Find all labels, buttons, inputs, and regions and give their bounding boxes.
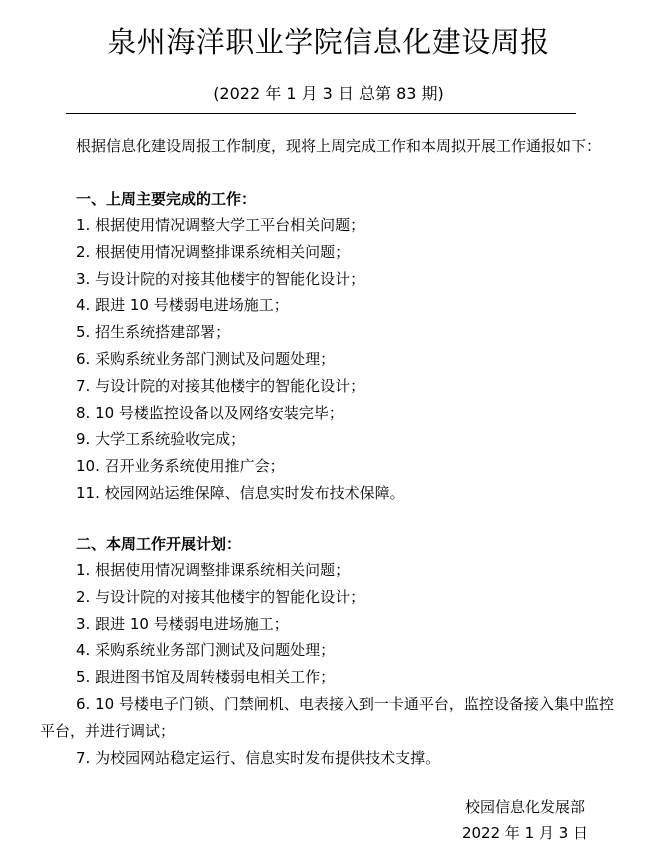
document-title: 泉州海洋职业学院信息化建设周报 xyxy=(107,25,550,59)
list-item: 6. 采购系统业务部门测试及问题处理； xyxy=(76,349,336,368)
list-item: 7. 与设计院的对接其他楼宇的智能化设计； xyxy=(76,376,366,395)
document-subtitle: (2022 年 1 月 3 日 总第 83 期) xyxy=(213,84,444,103)
list-item: 3. 与设计院的对接其他楼宇的智能化设计； xyxy=(76,269,366,288)
list-item: 10. 召开业务系统使用推广会； xyxy=(76,457,285,476)
section-1-list xyxy=(76,212,624,507)
section-2-list xyxy=(40,557,624,771)
list-item: 5. 招生系统搭建部署； xyxy=(76,323,231,342)
list-item: 1. 根据使用情况调整大学工平台相关问题； xyxy=(76,216,366,234)
signature-date: 2022 年 1 月 3 日 xyxy=(461,824,589,842)
section-1-title: 一、上周主要完成的工作： xyxy=(76,190,257,208)
signature-department: 校园信息化发展部 xyxy=(464,798,585,816)
list-item: 11. 校园网站运维保障、信息实时发布技术保障。 xyxy=(76,483,405,502)
list-item: 7. 为校园网站稳定运行、信息实时发布提供技术支撑。 xyxy=(76,748,441,767)
list-item: 4. 采购系统业务部门测试及问题处理； xyxy=(76,641,336,660)
list-item: 6. 10 号楼电子门锁、门禁闸机、电表接入到一卡通平台，监控设备接入集中监控平台，并进行调试； xyxy=(40,694,614,740)
list-item: 5. 跟进图书馆及周转楼弱电相关工作； xyxy=(76,668,336,687)
list-item: 9. 大学工系统验收完成； xyxy=(76,430,246,449)
intro-paragraph: 根据信息化建设周报工作制度，现将上周完成工作和本周拟开展工作通报如下： xyxy=(76,137,602,155)
list-item: 8. 10 号楼监控设备以及网络安装完毕； xyxy=(76,403,344,422)
section-2-title: 二、本周工作开展计划： xyxy=(76,535,242,553)
list-item: 4. 跟进 10 号楼弱电进场施工； xyxy=(76,296,289,315)
list-item: 2. 根据使用情况调整排课系统相关问题； xyxy=(76,242,351,261)
list-item: 3. 跟进 10 号楼弱电进场施工； xyxy=(76,614,289,633)
list-item: 1. 根据使用情况调整排课系统相关问题； xyxy=(76,561,351,579)
title-divider xyxy=(66,113,576,114)
list-item: 2. 与设计院的对接其他楼宇的智能化设计； xyxy=(76,587,366,606)
